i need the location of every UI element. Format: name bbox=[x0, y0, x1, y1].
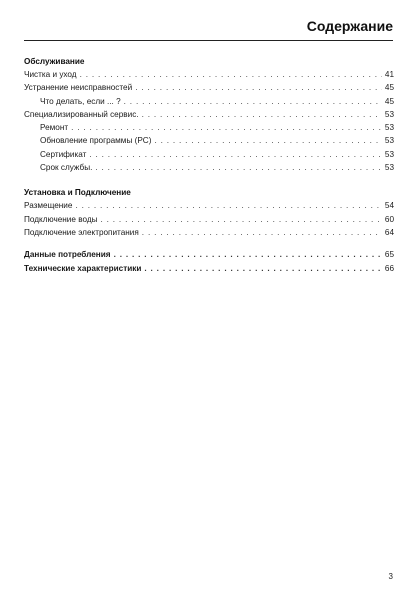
toc-entry-label: Данные потребления bbox=[24, 250, 111, 260]
toc-subentry[interactable] bbox=[24, 161, 394, 174]
toc-entry-page: 41 bbox=[384, 70, 394, 79]
toc-entry-label: Специализированный сервис. bbox=[24, 109, 139, 119]
toc-entry-label: Сертификат bbox=[40, 149, 87, 159]
toc-subentry[interactable] bbox=[24, 121, 394, 134]
page-title: Содержание bbox=[306, 18, 393, 34]
toc-entry[interactable] bbox=[24, 226, 394, 239]
dot-leader bbox=[80, 68, 382, 81]
toc-entry-page: 53 bbox=[384, 136, 394, 146]
toc-subentry[interactable] bbox=[24, 134, 394, 147]
toc-entry-label: Подключение воды bbox=[24, 214, 98, 224]
toc-entry[interactable] bbox=[24, 199, 394, 212]
toc-entry-label: Ремонт bbox=[40, 123, 69, 133]
dot-leader bbox=[142, 226, 382, 239]
toc-entry-page: 53 bbox=[384, 109, 394, 119]
toc-entry-page: 45 bbox=[384, 83, 394, 93]
dot-leader bbox=[75, 199, 381, 212]
toc-subentry[interactable] bbox=[24, 148, 394, 161]
spacer bbox=[24, 174, 394, 187]
toc-entry-label: Технические характеристики bbox=[24, 263, 142, 273]
dot-leader bbox=[135, 81, 382, 94]
toc-entry-label: Обновление программы (PC) bbox=[40, 136, 152, 146]
dot-leader bbox=[124, 95, 382, 108]
dot-leader bbox=[142, 108, 382, 121]
toc-entry-page: 53 bbox=[384, 123, 394, 133]
toc-entry-label: Устранение неисправностей bbox=[24, 83, 133, 93]
toc-entry-label: Размещение bbox=[24, 201, 73, 211]
dot-leader bbox=[89, 148, 382, 161]
table-of-contents bbox=[24, 56, 394, 275]
toc-entry-page: 53 bbox=[384, 149, 394, 159]
toc-entry-page: 64 bbox=[384, 227, 394, 237]
toc-entry-label: Чистка и уход bbox=[24, 70, 77, 79]
toc-entry[interactable] bbox=[24, 213, 394, 226]
toc-entry-technical-specs[interactable] bbox=[24, 262, 394, 275]
toc-entry[interactable] bbox=[24, 68, 394, 81]
toc-entry-consumption-data[interactable] bbox=[24, 248, 394, 261]
page-header bbox=[24, 14, 393, 41]
toc-entry[interactable] bbox=[24, 81, 394, 94]
section-heading-installation: Установка и Подключение bbox=[24, 188, 131, 198]
toc-entry-page: 45 bbox=[384, 96, 394, 106]
toc-entry-label: Срок службы. bbox=[40, 163, 93, 173]
toc-subentry[interactable] bbox=[24, 95, 394, 108]
toc-entry-page: 53 bbox=[384, 163, 394, 173]
spacer bbox=[24, 239, 394, 248]
toc-entry-page: 54 bbox=[384, 201, 394, 211]
toc-entry-page: 65 bbox=[384, 250, 394, 260]
dot-leader bbox=[114, 248, 382, 261]
dot-leader bbox=[154, 134, 381, 147]
dot-leader bbox=[71, 121, 382, 134]
section-heading-maintenance: Обслуживание bbox=[24, 57, 85, 66]
dot-leader bbox=[100, 213, 381, 226]
dot-leader bbox=[144, 262, 382, 275]
dot-leader bbox=[95, 161, 382, 174]
toc-entry[interactable] bbox=[24, 108, 394, 121]
page-number: 3 bbox=[388, 572, 393, 581]
toc-entry-label: Что делать, если ... ? bbox=[40, 96, 121, 106]
toc-entry-page: 60 bbox=[384, 214, 394, 224]
toc-entry-page: 66 bbox=[384, 263, 394, 273]
toc-entry-label: Подключение электропитания bbox=[24, 227, 139, 237]
